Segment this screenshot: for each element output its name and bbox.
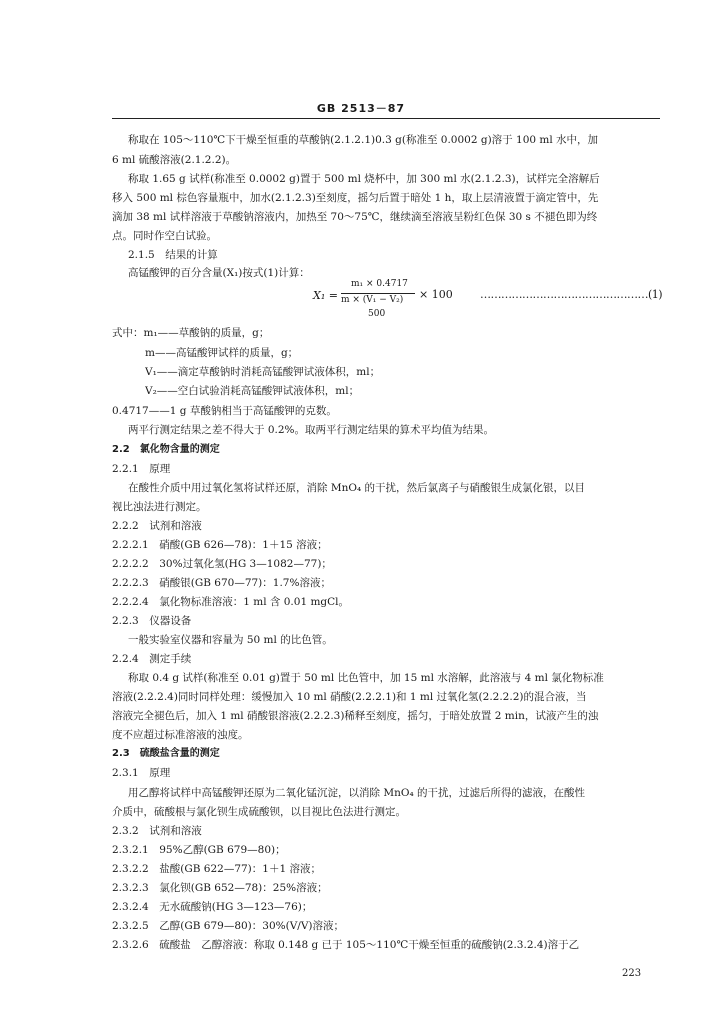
running-header: GB 2513－87	[316, 102, 406, 115]
list-item: 2.3.2.5 乙醇(GB 679—80)：30%(V/V)溶液；	[112, 920, 345, 932]
formula-denominator: m × (V₁ − V₂)	[341, 295, 404, 305]
text-line: V₁——滴定草酸钠时消耗高锰酸钾试液体积，ml；	[145, 366, 381, 378]
list-item: 2.3.2.3 氯化钡(GB 652—78)：25%溶液；	[112, 882, 328, 894]
text-line: 一般实验室仪器和容量为 50 ml 的比色管。	[128, 634, 333, 646]
text-line: 高锰酸钾的百分含量(X₁)按式(1)计算：	[128, 267, 310, 279]
text-line: m——高锰酸钾试样的质量，g；	[145, 347, 299, 359]
text-line: 移入 500 ml 棕色容量瓶中，加水(2.1.2.3)至刻度，摇匀后置于暗处 1 h，取上层清液置于滴定管中，先	[112, 192, 599, 204]
formula-block	[0, 279, 722, 323]
text-line: 视比浊法进行测定。	[112, 501, 207, 513]
text-line: 在酸性介质中用过氧化氢将试样还原，消除 MnO₄ 的干扰，然后氯离子与硝酸银生成氯化银，以目	[128, 482, 586, 494]
list-item: 2.3.2.6 硫酸盐 乙醇溶液：称取 0.148 g 已于 105～110℃干燥至恒重的硫酸钠(2.3.2.4)溶于乙	[112, 939, 580, 951]
formula-denominator-sub: 500	[368, 309, 386, 319]
list-item: 2.2.2.3 硝酸银(GB 670—77)：1.7%溶液；	[112, 577, 331, 589]
list-item: 2.2.2.4 氯化物标准溶液：1 ml 含 0.01 mgCl。	[112, 596, 350, 608]
section-heading: 2.1.5 结果的计算	[128, 249, 218, 261]
list-item: 2.3.2.2 盐酸(GB 622—77)：1＋1 溶液；	[112, 863, 321, 875]
text-line: 度不应超过标准溶液的浊度。	[112, 729, 249, 741]
text-line: 用乙醇将试样中高锰酸钾还原为二氧化锰沉淀，以消除 MnO₄ 的干扰，过滤后所得的滤液，在酸性	[128, 787, 586, 799]
formula-lhs: X₁ =	[313, 289, 338, 302]
text-line: 溶液(2.2.2.4)同时同样处理：缓慢加入 10 ml 硝酸(2.2.2.1)和 1 ml 过氧化氢(2.2.2.2)的混合液，当	[112, 691, 587, 703]
section-heading: 2.2.2 试剂和溶液	[112, 520, 202, 532]
list-item: 2.2.2.1 硝酸(GB 626—78)：1＋15 溶液；	[112, 539, 328, 551]
text-line: 点。同时作空白试验。	[112, 230, 217, 242]
section-heading: 2.3.1 原理	[112, 767, 171, 779]
header-rule	[112, 118, 660, 119]
text-line: 溶液完全褪色后，加入 1 ml 硝酸银溶液(2.2.2.3)稀释至刻度，摇匀，于暗处放置 2 min，试液产生的浊	[112, 710, 599, 722]
section-heading: 2.2.4 测定手续	[112, 653, 192, 665]
list-item: 2.3.2.1 95%乙醇(GB 679—80)；	[112, 844, 286, 856]
text-line: 滴加 38 ml 试样溶液于草酸钠溶液内，加热至 70～75℃，继续滴至溶液呈粉红色保 30 s 不褪色即为终	[112, 211, 598, 223]
text-line: 介质中，硫酸根与氯化钡生成硫酸钡，以目视比色法进行测定。	[112, 806, 406, 818]
formula-numerator: m₁ × 0.4717	[351, 279, 408, 289]
section-heading: 2.2.1 原理	[112, 463, 171, 475]
text-line: V₂——空白试验消耗高锰酸钾试液体积，ml；	[145, 385, 360, 397]
page-number: 223	[622, 968, 642, 979]
section-heading: 2.2.3 仪器设备	[112, 615, 192, 627]
list-item: 2.3.2.4 无水硫酸钠(HG 3—123—76)；	[112, 901, 313, 913]
formula-label: …………………………………………(1)	[480, 288, 663, 301]
section-heading: 2.3.2 试剂和溶液	[112, 825, 202, 837]
section-heading: 2.3 硫酸盐含量的测定	[112, 748, 220, 759]
text-line: 称取 0.4 g 试样(称准至 0.01 g)置于 50 ml 比色管中，加 15 ml 水溶解，此溶液与 4 ml 氯化物标准	[128, 672, 604, 684]
text-line: 两平行测定结果之差不得大于 0.2%。取两平行测定结果的算术平均值为结果。	[128, 424, 495, 436]
text-line: 称取在 105～110℃下干燥至恒重的草酸钠(2.1.2.1)0.3 g(称准至 0.0002 g)溶于 100 ml 水中，加	[128, 134, 599, 146]
section-heading: 2.2 氯化物含量的测定	[112, 444, 220, 455]
text-line: 6 ml 硫酸溶液(2.1.2.2)。	[112, 154, 237, 166]
formula-multiplier: × 100	[419, 288, 453, 301]
text-line: 0.4717——1 g 草酸钠相当于高锰酸钾的克数。	[112, 405, 337, 417]
fraction-bar	[341, 293, 415, 294]
text-line: 称取 1.65 g 试样(称准至 0.0002 g)置于 500 ml 烧杯中，加 300 ml 水(2.1.2.3)，试样完全溶解后	[128, 173, 600, 185]
list-item: 2.2.2.2 30%过氧化氢(HG 3—1082—77)；	[112, 558, 332, 570]
text-line: 式中：m₁——草酸钠的质量，g；	[112, 327, 270, 339]
